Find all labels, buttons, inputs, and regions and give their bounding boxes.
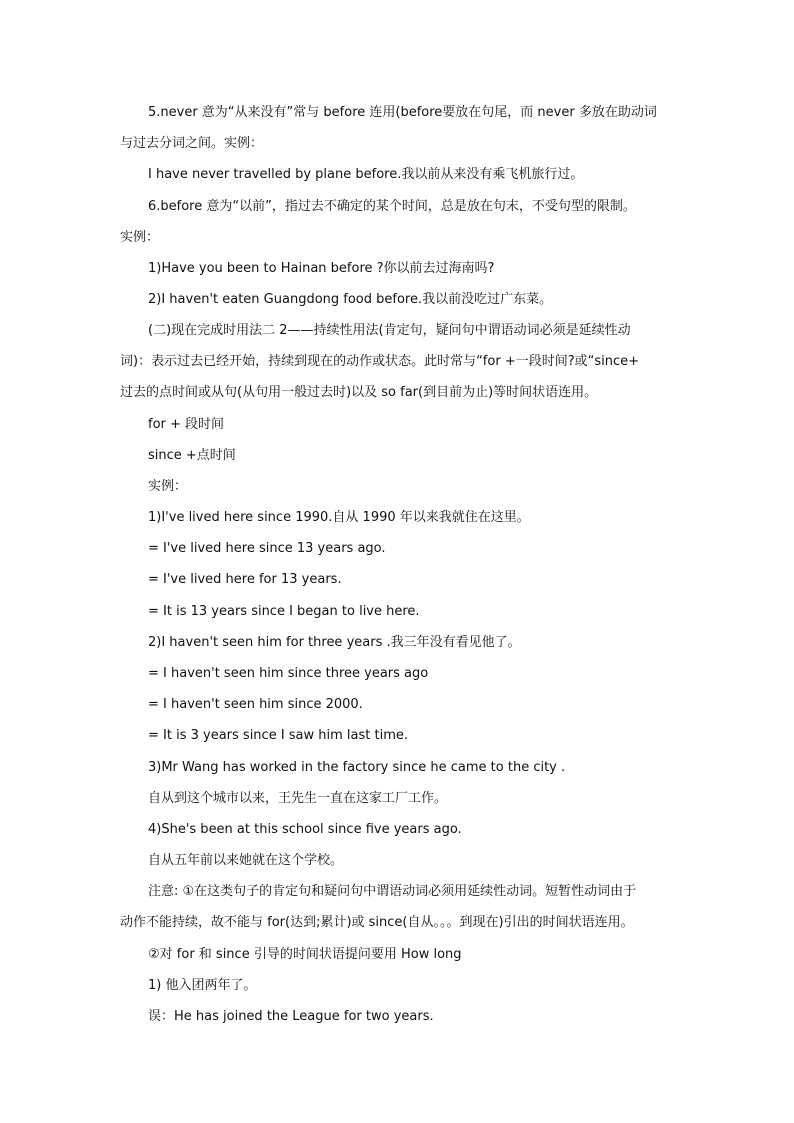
text-line: 注意: ①在这类句子的肯定句和疑问句中谓语动词必须用延续性动词。短暂性动词由于 xyxy=(148,884,637,899)
text-line: 自从到这个城市以来，王先生一直在这家工厂工作。 xyxy=(148,791,448,806)
text-line: for + 段时间 xyxy=(148,417,225,432)
text-line: 1)I've lived here since 1990.自从 1990 年以来我就住在这里。 xyxy=(148,510,530,525)
text-line: 动作不能持续，故不能与 for(达到;累计)或 since(自从。。。到现在)引出的时间状语连用。 xyxy=(120,915,634,930)
text-line: 5.never 意为“从来没有”常与 before 连用(before要放在句尾，而 never 多放在助动词 xyxy=(148,105,657,120)
text-line: 实例： xyxy=(148,479,188,494)
text-line: 误：He has joined the League for two years. xyxy=(148,1009,434,1024)
text-line: 1)Have you been to Hainan before ?你以前去过海南吗? xyxy=(148,261,495,276)
text-line: 2)I haven't seen him for three years .我三年没有看见他了。 xyxy=(148,635,521,650)
text-line: 3)Mr Wang has worked in the factory since he came to the city . xyxy=(148,760,566,775)
text-line: 4)She's been at this school since five years ago. xyxy=(148,822,462,837)
text-line: 实例： xyxy=(120,230,160,245)
text-line: = It is 13 years since I began to live here. xyxy=(148,604,420,619)
text-line: = I've lived here since 13 years ago. xyxy=(148,541,386,556)
text-line: I have never travelled by plane before.我以前从来没有乘飞机旅行过。 xyxy=(148,167,584,182)
text-line: 2)I haven't eaten Guangdong food before.我以前没吃过广东菜。 xyxy=(148,292,553,307)
text-line: 与过去分词之间。实例： xyxy=(120,136,264,151)
text-line: 词)：表示过去已经开始，持续到现在的动作或状态。此时常与“for +一段时间?或“since+ xyxy=(120,354,640,369)
text-line: = I haven't seen him since three years ago xyxy=(148,666,429,681)
text-line: 过去的点时间或从句(从句用一般过去时)以及 so far(到目前为止)等时间状语连用。 xyxy=(120,385,598,400)
text-line: 1) 他入团两年了。 xyxy=(148,978,257,993)
text-line: ②对 for 和 since 引导的时间状语提问要用 How long xyxy=(148,947,462,962)
text-line: (二)现在完成时用法二 2——持续性用法(肯定句，疑问句中谓语动词必须是延续性动 xyxy=(148,323,631,338)
text-line: since +点时间 xyxy=(148,448,236,463)
text-line: 自从五年前以来她就在这个学校。 xyxy=(148,853,344,868)
text-line: 6.before 意为“以前”，指过去不确定的某个时间，总是放在句末，不受句型的限制。 xyxy=(148,199,636,214)
text-line: = I've lived here for 13 years. xyxy=(148,572,342,587)
text-line: = I haven't seen him since 2000. xyxy=(148,697,363,712)
text-line: = It is 3 years since I saw him last time. xyxy=(148,728,409,743)
